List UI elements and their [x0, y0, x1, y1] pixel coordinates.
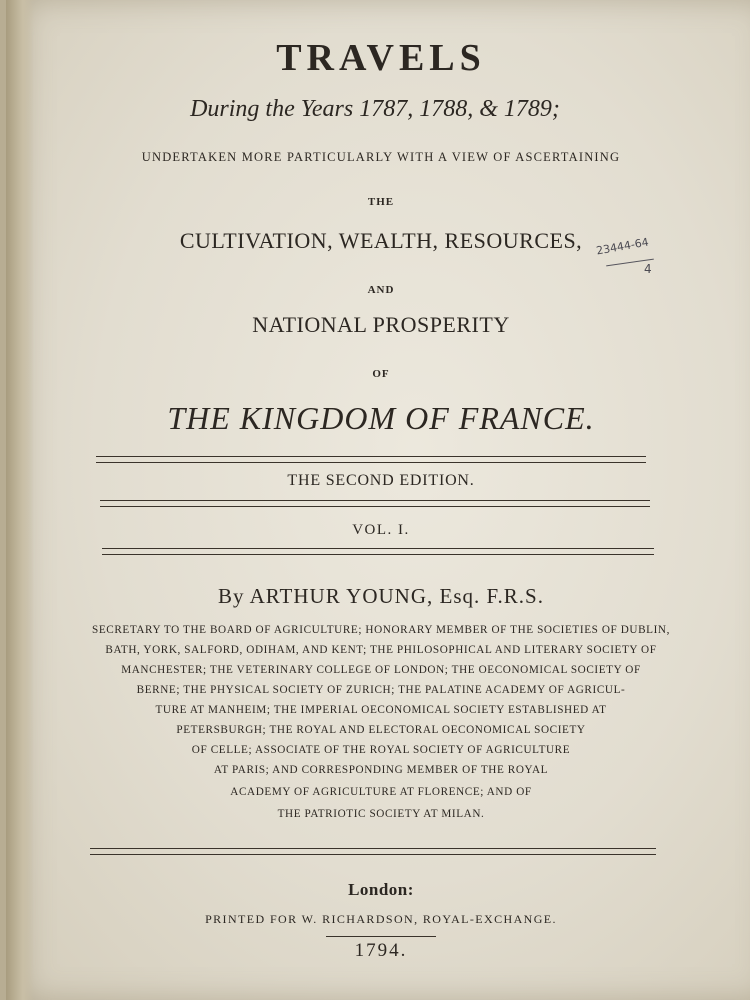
handwritten-annotation-sub: 4	[644, 262, 652, 276]
double-rule-middle	[100, 500, 650, 507]
credential-line: THE PATRIOTIC SOCIETY AT MILAN.	[277, 808, 485, 820]
connector-the: THE	[367, 196, 395, 208]
credential-line: ACADEMY OF AGRICULTURE AT FLORENCE; AND OF	[230, 786, 532, 798]
connector-and: AND	[367, 284, 395, 296]
book-title: TRAVELS	[276, 37, 486, 79]
credential-line: MANCHESTER; THE VETERINARY COLLEGE OF LONDON; THE OECONOMICAL SOCIETY OF	[121, 664, 641, 676]
credential-line: PETERSBURGH; THE ROYAL AND ELECTORAL OECONOMICAL SOCIETY	[176, 724, 586, 736]
credential-line: TURE AT MANHEIM; THE IMPERIAL OECONOMICAL SOCIETY ESTABLISHED AT	[155, 704, 607, 716]
author-line: By ARTHUR YOUNG, Esq. F.R.S.	[218, 584, 544, 608]
short-rule	[326, 936, 436, 937]
edition-line: THE SECOND EDITION.	[287, 472, 475, 489]
subject-prosperity: NATIONAL PROSPERITY	[252, 312, 510, 337]
publication-year: 1794.	[354, 940, 408, 961]
credential-line: OF CELLE; ASSOCIATE OF THE ROYAL SOCIETY OF AGRICULTURE	[191, 744, 571, 756]
double-rule-bottom	[102, 548, 654, 555]
undertaken-line: UNDERTAKEN MORE PARTICULARLY WITH A VIEW OF ASCERTAINING	[141, 150, 621, 164]
handwritten-annotation: 23444-64	[595, 235, 650, 258]
kingdom-title: THE KINGDOM OF FRANCE.	[167, 400, 595, 436]
title-page	[6, 0, 750, 1000]
double-rule-imprint	[90, 848, 656, 855]
subject-cultivation: CULTIVATION, WEALTH, RESOURCES,	[179, 228, 583, 253]
connector-of: OF	[372, 368, 390, 380]
double-rule-top	[96, 456, 646, 463]
printer-line: PRINTED FOR W. RICHARDSON, ROYAL-EXCHANGE.	[205, 912, 557, 926]
credential-line: BERNE; THE PHYSICAL SOCIETY OF ZURICH; THE PALATINE ACADEMY OF AGRICUL-	[136, 684, 626, 696]
years-line: During the Years 1787, 1788, & 1789;	[190, 96, 560, 122]
credential-line: SECRETARY TO THE BOARD OF AGRICULTURE; HONORARY MEMBER OF THE SOCIETIES OF DUBLIN,	[92, 624, 670, 636]
credential-line: AT PARIS; AND CORRESPONDING MEMBER OF THE ROYAL	[213, 764, 549, 776]
volume-line: VOL. I.	[352, 522, 410, 538]
imprint-city: London:	[348, 880, 414, 899]
credential-line: BATH, YORK, SALFORD, ODIHAM, AND KENT; THE PHILOSOPHICAL AND LITERARY SOCIETY OF	[105, 644, 657, 656]
